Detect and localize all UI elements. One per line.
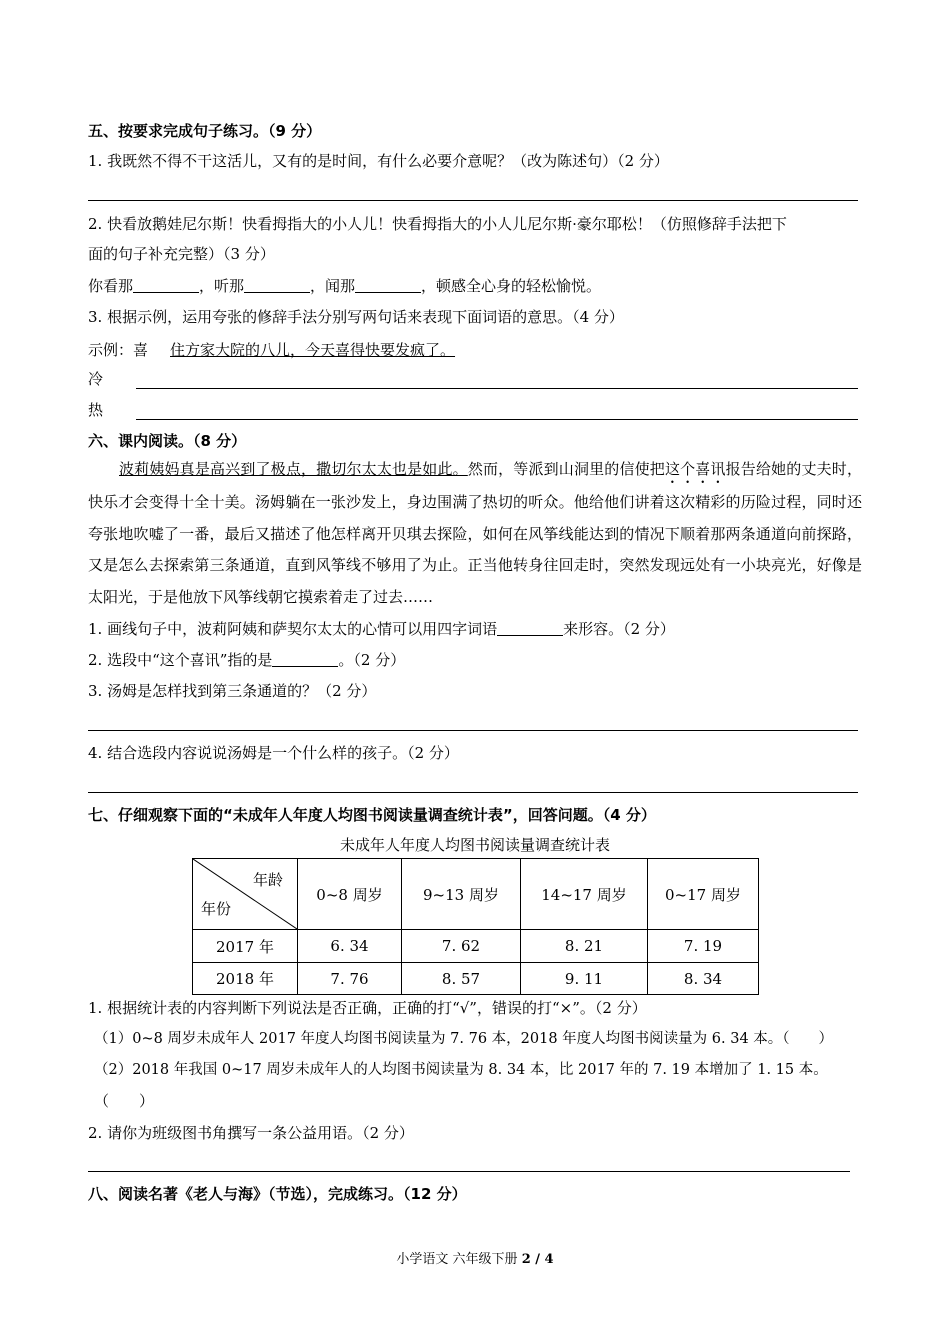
header-cell: 9~13 周岁 bbox=[402, 859, 521, 930]
footer-text: 小学语文 六年级下册 bbox=[396, 1252, 522, 1267]
passage-text-1: 然而，等派到山洞里的信使把 bbox=[467, 460, 665, 478]
section-6-title: 六、课内阅读。（8 分） bbox=[88, 432, 247, 450]
value-cell: 7. 62 bbox=[402, 930, 521, 963]
fill-text-3: ，闻那 bbox=[310, 277, 356, 295]
header-cell: 0~17 周岁 bbox=[648, 859, 759, 930]
s6-question-3: 3. 汤姆是怎样找到第三条通道的？（2 分） bbox=[88, 682, 377, 700]
value-cell: 7. 19 bbox=[648, 930, 759, 963]
dotted-phrase: 这个喜讯 bbox=[664, 460, 726, 478]
value-cell: 6. 34 bbox=[298, 930, 402, 963]
fill-text-2: ，听那 bbox=[199, 277, 245, 295]
value-cell: 8. 57 bbox=[402, 963, 521, 995]
s6-question-4: 4. 结合选段内容说说汤姆是一个什么样的孩子。（2 分） bbox=[88, 744, 459, 762]
s5-question-2b: 面的句子补充完整）（3 分） bbox=[88, 245, 275, 263]
fill-blank[interactable] bbox=[272, 651, 338, 667]
page-footer bbox=[0, 1248, 950, 1267]
s7-statement-1: （1）0~8 周岁未成年人 2017 年度人均图书阅读量为 7. 76 本，2018 年度人均图书阅读量为 6. 34 本。（ ） bbox=[94, 1031, 834, 1047]
answer-line[interactable] bbox=[88, 200, 858, 201]
s7-question-1: 1. 根据统计表的内容判断下列说法是否正确，正确的打“√”，错误的打“×”。（2 分） bbox=[88, 999, 647, 1017]
corner-cell bbox=[193, 859, 298, 930]
answer-line-hot[interactable] bbox=[136, 419, 858, 420]
table-header-row bbox=[193, 859, 759, 930]
fill-text-1: 你看那 bbox=[88, 277, 134, 295]
underlined-sentence: 波莉姨妈真是高兴到了极点，撒切尔太太也是如此。 bbox=[119, 460, 468, 478]
header-cell: 0~8 周岁 bbox=[298, 859, 402, 930]
s6-question-1: 1. 画线句子中，波莉阿姨和萨契尔太太的心情可以用四字词语 来形容。（2 分） bbox=[88, 620, 675, 638]
answer-line[interactable] bbox=[88, 730, 858, 731]
example-label: 示例：喜 bbox=[88, 341, 149, 359]
s5-example bbox=[88, 340, 455, 360]
header-cell: 14~17 周岁 bbox=[521, 859, 648, 930]
year-cell: 2017 年 bbox=[193, 930, 298, 963]
fill-blank-3[interactable] bbox=[355, 277, 421, 293]
fill-blank-2[interactable] bbox=[244, 277, 310, 293]
value-cell: 7. 76 bbox=[298, 963, 402, 995]
s5-question-2a: 2. 快看放鹅娃尼尔斯！快看拇指大的小人儿！快看拇指大的小人儿尼尔斯·豪尔耶松！（仿照修辞手法把下 bbox=[88, 215, 787, 233]
answer-line[interactable] bbox=[88, 792, 858, 793]
s5-fill-sentence bbox=[88, 276, 601, 296]
table-caption: 未成年人年度人均图书阅读量调查统计表 bbox=[339, 836, 610, 854]
word-cold: 冷 bbox=[88, 370, 104, 388]
example-text: 住方家大院的八儿，今天喜得快要发疯了。 bbox=[170, 341, 456, 359]
word-hot: 热 bbox=[88, 401, 104, 419]
table-row bbox=[193, 930, 759, 963]
answer-paren[interactable]: （ ） bbox=[94, 1092, 155, 1110]
answer-line-cold[interactable] bbox=[136, 388, 858, 389]
value-cell: 8. 34 bbox=[648, 963, 759, 995]
fill-blank[interactable] bbox=[497, 620, 563, 636]
answer-line[interactable] bbox=[88, 1171, 850, 1172]
table-row bbox=[193, 963, 759, 995]
page-number: 2 / 4 bbox=[521, 1252, 554, 1267]
section-7-title: 七、仔细观察下面的“未成年人年度人均图书阅读量调查统计表”，回答问题。（4 分） bbox=[88, 806, 656, 824]
s5-question-3: 3. 根据示例，运用夸张的修辞手法分别写两句话来表现下面词语的意思。（4 分） bbox=[88, 308, 624, 326]
section-5-title: 五、按要求完成句子练习。（9 分） bbox=[88, 122, 322, 140]
passage-text-2: 报告给她的丈夫时，快乐才会变得十全十美。汤姆躺在一张沙发上，身边围满了热切的听众。他给他们讲着这次精彩的历险过程，同时还夸张地吹嘘了一番，最后又描述了他怎样离开贝琪去探险，如何在风筝线能达到的情况下顺着那两条通道向前探路，又是怎么去探索第三条通道，直到风筝线不够用了为止。正当他转身往回走时，突然发现远处有一小块亮光，好像是太阳光，于是他放下风筝线朝它摸索着走了过去…… bbox=[88, 460, 862, 606]
s5-question-1: 1. 我既然不得不干这活儿，又有的是时间，有什么必要介意呢？（改为陈述句）（2 分） bbox=[88, 152, 669, 170]
stats-table bbox=[192, 858, 759, 995]
year-cell: 2018 年 bbox=[193, 963, 298, 995]
corner-age-label: 年龄 bbox=[252, 871, 283, 889]
s6-question-2: 2. 选段中“这个喜讯”指的是 。（2 分） bbox=[88, 651, 406, 669]
value-cell: 9. 11 bbox=[521, 963, 648, 995]
s7-statement-2: （2）2018 年我国 0~17 周岁未成年人的人均图书阅读量为 8. 34 本，比 2017 年的 7. 19 本增加了 1. 15 本。 bbox=[94, 1062, 828, 1078]
fill-blank-1[interactable] bbox=[133, 277, 199, 293]
fill-text-4: ，顿感全心身的轻松愉悦。 bbox=[421, 277, 602, 295]
section-8-title: 八、阅读名著《老人与海》（节选），完成练习。（12 分） bbox=[88, 1185, 467, 1203]
reading-passage bbox=[88, 454, 862, 613]
value-cell: 8. 21 bbox=[521, 930, 648, 963]
corner-year-label: 年份 bbox=[201, 900, 232, 918]
s7-question-2: 2. 请你为班级图书角撰写一条公益用语。（2 分） bbox=[88, 1124, 414, 1142]
